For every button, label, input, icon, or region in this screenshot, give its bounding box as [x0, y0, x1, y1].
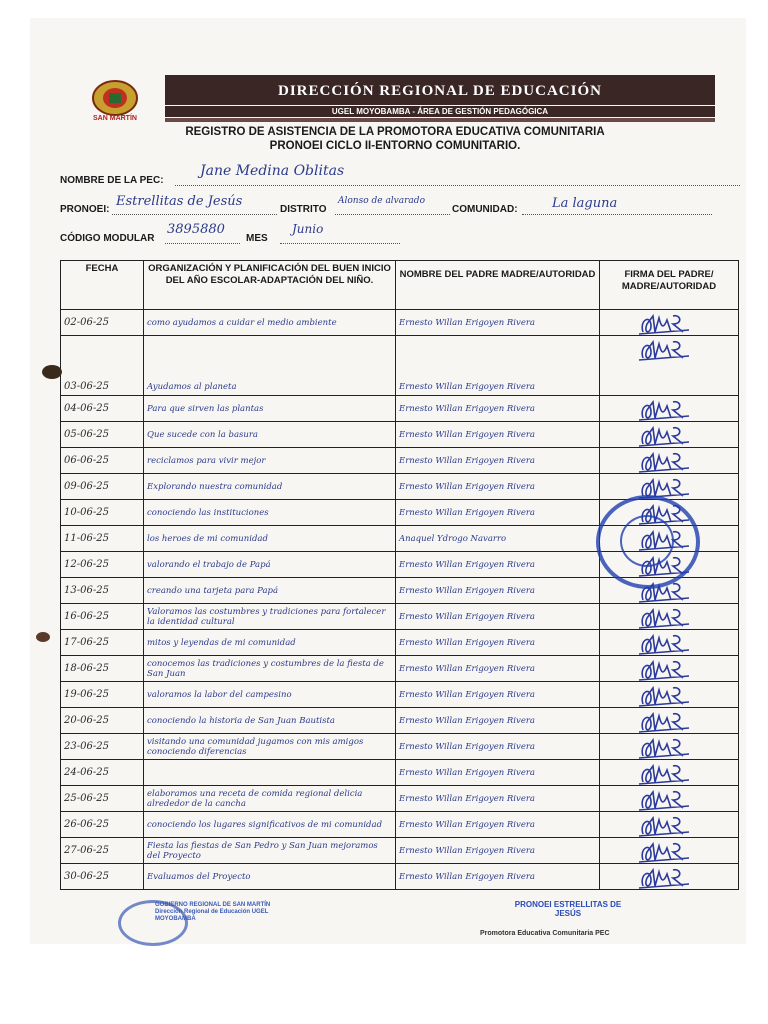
signature-cell: [600, 708, 739, 734]
mes-value: Junio: [292, 222, 324, 236]
comunidad-line: [522, 214, 712, 215]
parent-name-cell: Ernesto Willan Erigoyen Rivera: [396, 422, 600, 448]
pronoei-value: Estrellitas de Jesús: [116, 194, 243, 209]
table-row: [61, 864, 739, 890]
signature-icon: [630, 450, 700, 474]
table-row: [61, 760, 739, 786]
footer-caption: Promotora Educativa Comunitaria PEC: [480, 930, 610, 937]
activity-cell: [144, 760, 396, 786]
codigo-label: CÓDIGO MODULAR: [60, 233, 155, 244]
signature-cell: [600, 760, 739, 786]
signature-cell: [600, 838, 739, 864]
signature-cell: [600, 422, 739, 448]
signature-icon: [630, 840, 700, 864]
parent-name-cell: Ernesto Willan Erigoyen Rivera: [396, 760, 600, 786]
signature-cell: [600, 812, 739, 838]
signature-cell: [600, 396, 739, 422]
parent-name-cell: Ernesto Willan Erigoyen Rivera: [396, 578, 600, 604]
date-cell: 13-06-25: [61, 578, 144, 604]
table-row: [61, 396, 739, 422]
table-header-row: [61, 261, 739, 310]
nombre-line: [175, 185, 740, 186]
pronoei-label: PRONOEI:: [60, 204, 110, 215]
signature-cell: [600, 310, 739, 336]
parent-name-cell: Ernesto Willan Erigoyen Rivera: [396, 812, 600, 838]
activity-cell: Fiesta las fiestas de San Pedro y San Juan mejoramos del Proyecto: [144, 838, 396, 864]
signature-icon: [630, 762, 700, 786]
parent-name-cell: Ernesto Willan Erigoyen Rivera: [396, 500, 600, 526]
activity-cell: Evaluamos del Proyecto: [144, 864, 396, 890]
signature-cell: [600, 734, 739, 760]
parent-name-cell: Anaquel Ydrogo Navarro: [396, 526, 600, 552]
date-cell: 20-06-25: [61, 708, 144, 734]
date-cell: 19-06-25: [61, 682, 144, 708]
activity-cell: como ayudamos a cuidar el medio ambiente: [144, 310, 396, 336]
parent-name-cell: Ernesto Willan Erigoyen Rivera: [396, 786, 600, 812]
signature-cell: [600, 604, 739, 630]
date-cell: 04-06-25: [61, 396, 144, 422]
date-cell: 05-06-25: [61, 422, 144, 448]
date-cell: 11-06-25: [61, 526, 144, 552]
date-cell: 03-06-25: [61, 336, 144, 396]
comunidad-label: COMUNIDAD:: [452, 204, 518, 215]
table-row: [61, 708, 739, 734]
header-organizacion: ORGANIZACIÓN Y PLANIFICACIÓN DEL BUEN INICIO DEL AÑO ESCOLAR-ADAPTACIÓN DEL NIÑO.: [144, 261, 396, 310]
date-cell: 23-06-25: [61, 734, 144, 760]
date-cell: 10-06-25: [61, 500, 144, 526]
signature-cell: [600, 656, 739, 682]
signature-icon: [630, 684, 700, 708]
table-row: [61, 838, 739, 864]
activity-cell: valorando el trabajo de Papá: [144, 552, 396, 578]
activity-cell: los heroes de mi comunidad: [144, 526, 396, 552]
date-cell: 24-06-25: [61, 760, 144, 786]
date-cell: 27-06-25: [61, 838, 144, 864]
date-cell: 12-06-25: [61, 552, 144, 578]
parent-name-cell: Ernesto Willan Erigoyen Rivera: [396, 552, 600, 578]
signature-icon: [630, 814, 700, 838]
mes-label: MES: [246, 233, 268, 244]
header-firma: FIRMA DEL PADRE/ MADRE/AUTORIDAD: [600, 261, 739, 310]
punch-hole: [36, 632, 50, 642]
parent-name-cell: Ernesto Willan Erigoyen Rivera: [396, 734, 600, 760]
date-cell: 26-06-25: [61, 812, 144, 838]
parent-name-cell: Ernesto Willan Erigoyen Rivera: [396, 630, 600, 656]
distrito-value: Alonso de alvarado: [338, 196, 425, 206]
activity-cell: creando una tarjeta para Papá: [144, 578, 396, 604]
parent-name-cell: Ernesto Willan Erigoyen Rivera: [396, 708, 600, 734]
activity-cell: visitando una comunidad jugamos con mis amigos conociendo diferencias: [144, 734, 396, 760]
header-nombre: NOMBRE DEL PADRE MADRE/AUTORIDAD: [396, 261, 600, 310]
table-row: [61, 656, 739, 682]
document-title: REGISTRO DE ASISTENCIA DE LA PROMOTORA EDUCATIVA COMUNITARIA: [185, 126, 605, 138]
signature-icon: [630, 606, 700, 630]
activity-cell: conociendo la historia de San Juan Bautista: [144, 708, 396, 734]
distrito-line: [335, 214, 450, 215]
activity-cell: Ayudamos al planeta: [144, 336, 396, 396]
banner-title: DIRECCIÓN REGIONAL DE EDUCACIÓN: [165, 75, 715, 105]
comunidad-value: La laguna: [552, 196, 618, 211]
parent-name-cell: Ernesto Willan Erigoyen Rivera: [396, 336, 600, 396]
table-row: [61, 630, 739, 656]
date-cell: 06-06-25: [61, 448, 144, 474]
parent-name-cell: Ernesto Willan Erigoyen Rivera: [396, 656, 600, 682]
document-subtitle: PRONOEI CICLO II-ENTORNO COMUNITARIO.: [269, 140, 521, 152]
signature-cell: [600, 682, 739, 708]
date-cell: 02-06-25: [61, 310, 144, 336]
parent-name-cell: Ernesto Willan Erigoyen Rivera: [396, 864, 600, 890]
punch-hole: [42, 365, 62, 379]
date-cell: 18-06-25: [61, 656, 144, 682]
activity-cell: conociendo los lugares significativos de mi comunidad: [144, 812, 396, 838]
signature-icon: [630, 338, 700, 362]
table-row: [61, 336, 739, 396]
signature-cell: [600, 448, 739, 474]
parent-name-cell: Ernesto Willan Erigoyen Rivera: [396, 396, 600, 422]
parent-name-cell: Ernesto Willan Erigoyen Rivera: [396, 604, 600, 630]
codigo-value: 3895880: [167, 222, 225, 237]
mes-line: [280, 243, 400, 244]
signature-cell: [600, 864, 739, 890]
signature-icon: [630, 866, 700, 890]
activity-cell: conocemos las tradiciones y costumbres de la fiesta de San Juan: [144, 656, 396, 682]
date-cell: 17-06-25: [61, 630, 144, 656]
signature-icon: [630, 424, 700, 448]
distrito-label: DISTRITO: [280, 204, 327, 215]
activity-cell: reciclamos para vivir mejor: [144, 448, 396, 474]
institution-stamp-icon: [596, 495, 700, 589]
table-row: [61, 310, 739, 336]
pronoei-stamp-text: PRONOEI ESTRELLITAS DE JESÚS: [514, 900, 622, 918]
activity-cell: mitos y leyendas de mi comunidad: [144, 630, 396, 656]
table-row: [61, 786, 739, 812]
parent-name-cell: Ernesto Willan Erigoyen Rivera: [396, 682, 600, 708]
parent-name-cell: Ernesto Willan Erigoyen Rivera: [396, 448, 600, 474]
banner-strip: [165, 118, 715, 122]
signature-cell: [600, 474, 739, 500]
pronoei-line: [112, 214, 277, 215]
table-row: [61, 734, 739, 760]
parent-name-cell: Ernesto Willan Erigoyen Rivera: [396, 310, 600, 336]
activity-cell: Valoramos las costumbres y tradiciones para fortalecer la identidad cultural: [144, 604, 396, 630]
activity-cell: valoramos la labor del campesino: [144, 682, 396, 708]
date-cell: 25-06-25: [61, 786, 144, 812]
activity-cell: elaboramos una receta de comida regional delicia alrededor de la cancha: [144, 786, 396, 812]
table-row: [61, 812, 739, 838]
table-row: [61, 682, 739, 708]
table-row: [61, 448, 739, 474]
signature-icon: [630, 710, 700, 734]
activity-cell: conociendo las instituciones: [144, 500, 396, 526]
nombre-label: NOMBRE DE LA PEC:: [60, 175, 164, 186]
activity-cell: Para que sirven las plantas: [144, 396, 396, 422]
activity-cell: Que sucede con la basura: [144, 422, 396, 448]
table-row: [61, 422, 739, 448]
government-stamp-text: GOBIERNO REGIONAL DE SAN MARTÍN Dirección Regional de Educación UGEL MOYOBAMBA: [155, 902, 271, 922]
date-cell: 30-06-25: [61, 864, 144, 890]
codigo-line: [165, 243, 240, 244]
signature-cell: [600, 630, 739, 656]
parent-name-cell: Ernesto Willan Erigoyen Rivera: [396, 474, 600, 500]
signature-icon: [630, 312, 700, 336]
signature-icon: [630, 398, 700, 422]
parent-name-cell: Ernesto Willan Erigoyen Rivera: [396, 838, 600, 864]
signature-icon: [630, 736, 700, 760]
table-row: [61, 604, 739, 630]
header-fecha: FECHA: [61, 261, 144, 310]
nombre-value: Jane Medina Oblitas: [200, 163, 345, 179]
signature-icon: [630, 632, 700, 656]
logo-caption: SAN MARTÍN: [93, 115, 137, 122]
date-cell: 09-06-25: [61, 474, 144, 500]
signature-cell: [600, 336, 739, 396]
signature-icon: [630, 788, 700, 812]
date-cell: 16-06-25: [61, 604, 144, 630]
signature-cell: [600, 786, 739, 812]
activity-cell: Explorando nuestra comunidad: [144, 474, 396, 500]
banner-subtitle: UGEL MOYOBAMBA - ÁREA DE GESTIÓN PEDAGÓGICA: [165, 106, 715, 117]
signature-icon: [630, 658, 700, 682]
